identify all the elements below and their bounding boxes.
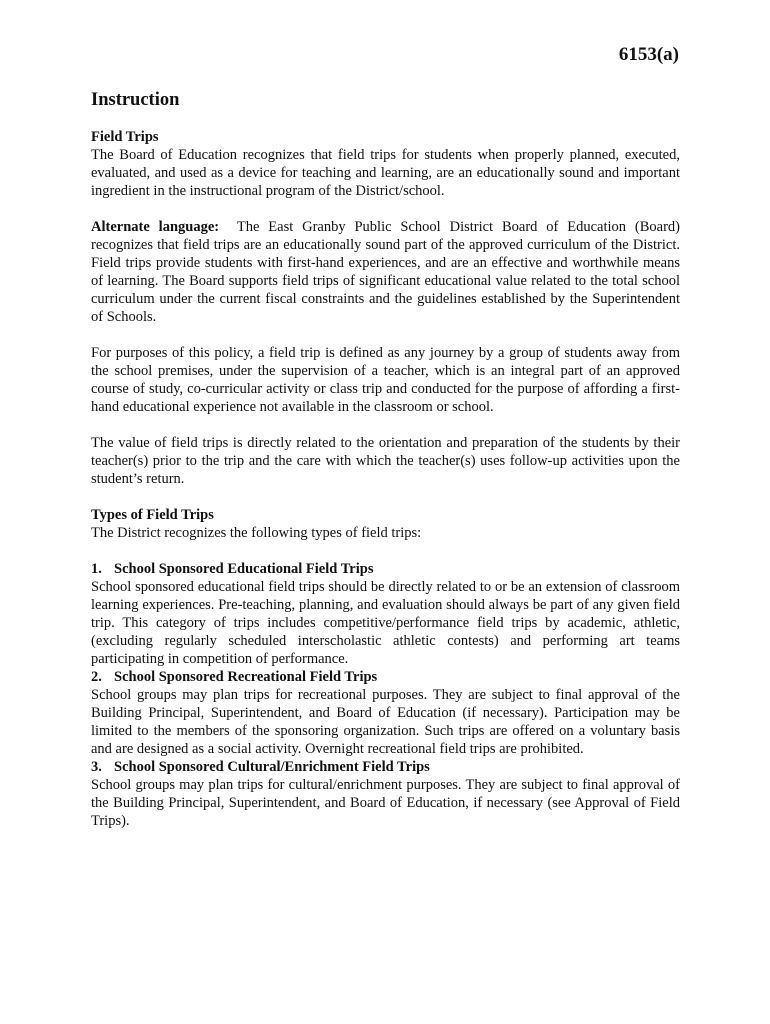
types-intro: The District recognizes the following types of field trips: [91,525,422,541]
list-item-body: School groups may plan trips for cultural/enrichment purposes. They are subject to final approval of the Building Principal, Superintendent, and Board of Education, if necessary (see Approval of Field Trips). [91,777,680,829]
paragraph-definition: For purposes of this policy, a field trip is defined as any journey by a group of students away from the school premises, under the supervision of a teacher, which is an integral part of an approved course of study, co-curricular activity or class trip and conducted for the purpose of affording a first-hand educational experience not available in the classroom or school. [91,345,680,415]
list-item-heading [91,758,680,776]
list-item-number: 2. [91,669,102,685]
paragraph-intro: The Board of Education recognizes that field trips for students when properly planned, executed, evaluated, and used as a device for teaching and learning, are an educationally sound and important ingredient in the instructional program of the District/school. [91,147,680,199]
list-item-heading [91,560,680,578]
list-item-number: 3. [91,759,102,775]
list-item-body: School groups may plan trips for recreational purposes. They are subject to final approval of the Building Principal, Superintendent, and Board of Education (if necessary). Participation may be limited to the members of the sponsoring organization. Such trips are offered on a voluntary basis and are designed as a social activity. Overnight recreational field trips are prohibited. [91,687,680,757]
types-heading: Types of Field Trips [91,507,214,523]
list-item-heading [91,668,680,686]
list-item-title: School Sponsored Educational Field Trips [114,561,374,577]
list-item [91,668,680,758]
paragraph-alternate-language [91,218,680,326]
list-item [91,758,680,830]
alternate-language-label: Alternate language: [91,219,220,235]
list-item [91,560,680,668]
alternate-language-text: The East Granby Public School District Board of Education (Board) recognizes that field trips are an educationally sound part of the approved curriculum of the District. Field trips provide students with first-hand experiences, and are an effective and worthwhile means of learning. The Board supports field trips of significant educational value related to the total school curriculum under the current fiscal constraints and the guidelines established by the Superintendent of Schools. [91,219,681,325]
list-item-title: School Sponsored Cultural/Enrichment Field Trips [114,759,430,775]
policy-number: 6153(a) [618,44,679,65]
document-body [91,88,680,830]
list-item-number: 1. [91,561,102,577]
list-item-title: School Sponsored Recreational Field Trips [114,669,378,685]
subtitle: Field Trips [91,129,159,145]
section-title: Instruction [91,90,180,110]
list-item-body: School sponsored educational field trips should be directly related to or be an extension of classroom learning experiences. Pre-teaching, planning, and evaluation should always be part of any given field trip. This category of trips includes competitive/performance field trips by academic, athletic, (excluding regularly scheduled interscholastic athletic contests) and performing art teams participating in competition of performance. [91,579,680,667]
paragraph-value: The value of field trips is directly related to the orientation and preparation of the students by their teacher(s) prior to the trip and the care with which the teacher(s) uses follow-up activities upon the student’s return. [91,435,680,487]
